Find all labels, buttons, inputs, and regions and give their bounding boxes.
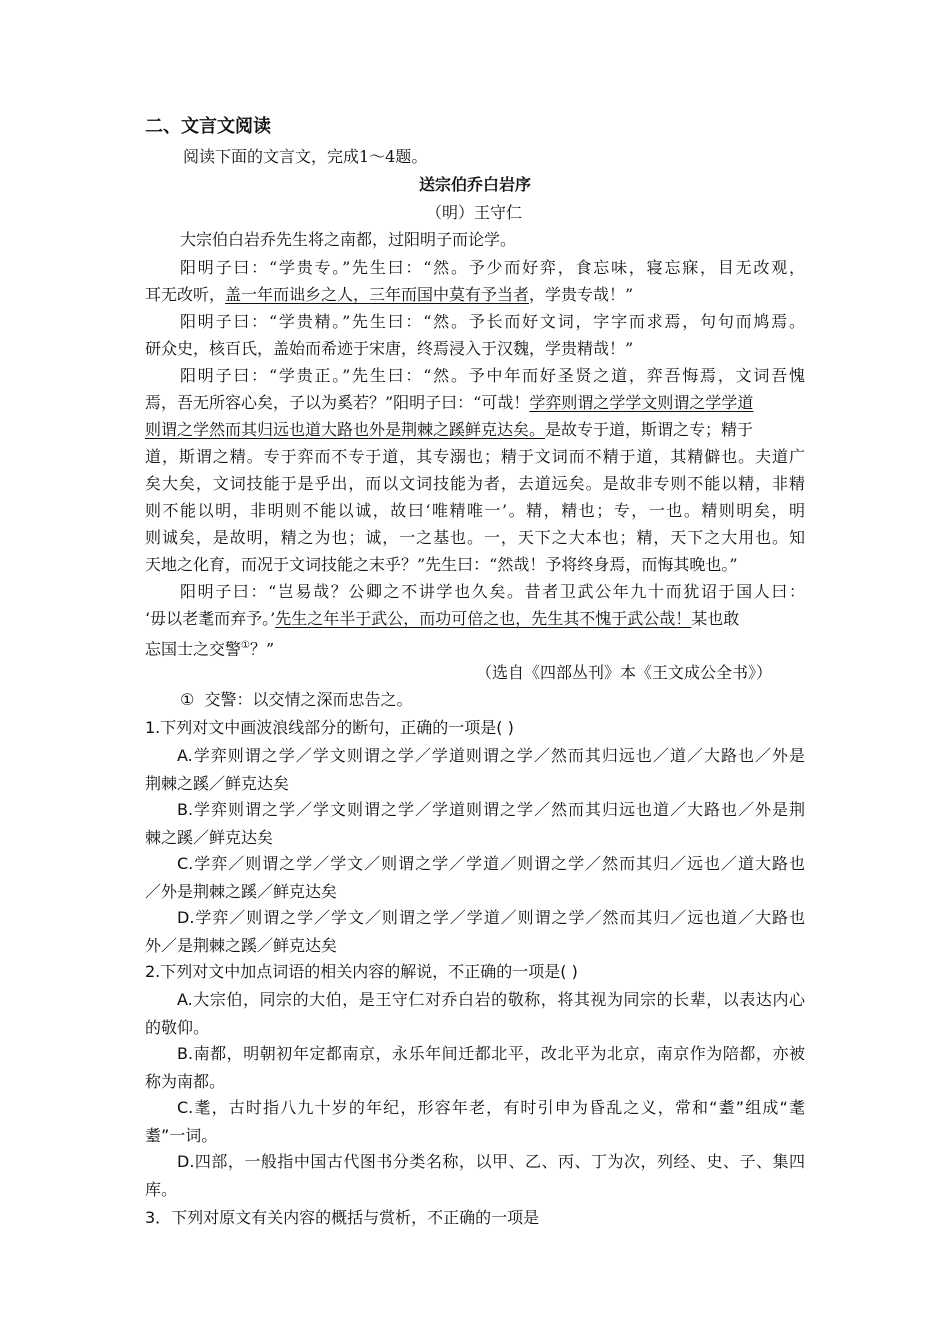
question-stem: 1.下列对文中画波浪线部分的断句，正确的一项是( ) bbox=[145, 718, 514, 737]
option-line: 称为南都。 bbox=[145, 1072, 226, 1091]
passage-line: 阳明子曰：“岂易哉？公卿之不讲学也久矣。昔者卫武公年九十而犹诏于国人曰： bbox=[180, 582, 805, 601]
passage-line: 耳无改听，盖一年而诎乡之人，三年而国中莫有予当者，学贵专哉！” bbox=[145, 285, 634, 304]
passage-title: 送宗伯乔白岩序 bbox=[418, 175, 531, 194]
footnote: ① 交警：以交情之深而忠告之。 bbox=[180, 690, 413, 709]
option-line: 棘之蹊／鲜克达矣 bbox=[145, 828, 274, 847]
passage-line: 则诚矣，是故明，精之为也；诚，一之基也。一，天下之大本也；精，天下之大用也。知 bbox=[145, 528, 805, 547]
option-line: D.四部，一般指中国古代图书分类名称，以甲、乙、丙、丁为次，列经、史、子、集四 bbox=[177, 1152, 805, 1171]
passage-line: 则不能以明，非明则不能以诚，故曰‘唯精唯一’。精，精也；专，一也。精则明矣，明 bbox=[145, 501, 805, 520]
passage-line: 研众史，核百氏，盖始而希迹于宋唐，终焉浸入于汉魏，学贵精哉！” bbox=[145, 339, 634, 358]
option-line: B.学弈则谓之学／学文则谓之学／学道则谓之学／然而其归远也道／大路也／外是荆 bbox=[177, 800, 805, 819]
option-line: C.学弈／则谓之学／学文／则谓之学／学道／则谓之学／然而其归／远也／道大路也 bbox=[177, 854, 805, 873]
underlined-sentence: 先生之年半于武公，而功可倍之也，先生其不愧于武公哉！ bbox=[275, 609, 692, 628]
wavy-underlined-sentence: 则谓之学然而其归远也道大路也外是荆棘之蹊鲜克达矣。 bbox=[145, 420, 546, 439]
section-heading: 二、文言文阅读 bbox=[145, 116, 271, 137]
footnote-marker: ① bbox=[241, 640, 250, 651]
option-line: 的敬仰。 bbox=[145, 1018, 210, 1037]
question-stem: 3．下列对原文有关内容的概括与赏析，不正确的一项是 bbox=[145, 1208, 540, 1227]
passage-author: （明）王守仁 bbox=[426, 203, 523, 222]
option-line: 库。 bbox=[145, 1180, 178, 1199]
passage-line: 阳明子曰：“学贵精。”先生曰：“然。予长而好文词，字字而求焉，句句而鸠焉。 bbox=[180, 312, 805, 331]
passage-line: 阳明子曰：“学贵专。”先生曰：“然。予少而好弈，食忘味，寝忘寐，目无改观， bbox=[180, 258, 805, 277]
option-line: 耋”一词。 bbox=[145, 1126, 218, 1145]
passage-line: 矣大矣，文词技能于是乎出，而以文词技能为者，去道远矣。是故非专则不能以精，非精 bbox=[145, 474, 805, 493]
passage-line: 忘国士之交警①？” bbox=[145, 639, 275, 659]
instruction: 阅读下面的文言文，完成1～4题。 bbox=[183, 147, 428, 166]
option-line: D.学弈／则谓之学／学文／则谓之学／学道／则谓之学／然而其归／远也道／大路也 bbox=[177, 908, 805, 927]
option-line: ／外是荆棘之蹊／鲜克达矣 bbox=[145, 882, 338, 901]
passage-line: ‘毋以老耄而弃予。’先生之年半于武公，而功可倍之也，先生其不愧于武公哉！某也敢 bbox=[145, 609, 740, 628]
passage-source: （选自《四部丛刊》本《王文成公全书》） bbox=[476, 663, 773, 682]
passage-line: 阳明子曰：“学贵正。”先生曰：“然。予中年而好圣贤之道，弈吾悔焉，文词吾愧 bbox=[180, 366, 805, 385]
option-line: 荆棘之蹊／鲜克达矣 bbox=[145, 774, 290, 793]
passage-line: 大宗伯白岩乔先生将之南都，过阳明子而论学。 bbox=[180, 230, 517, 249]
passage-line: 焉，吾无所容心矣，子以为奚若？”阳明子曰：“可哉！学弈则谓之学学文则谓之学学道 bbox=[145, 393, 754, 412]
option-line: A.学弈则谓之学／学文则谓之学／学道则谓之学／然而其归远也／道／大路也／外是 bbox=[177, 746, 805, 765]
wavy-underlined-sentence: 学弈则谓之学学文则谓之学学道 bbox=[529, 393, 754, 412]
passage-line: 则谓之学然而其归远也道大路也外是荆棘之蹊鲜克达矣。是故专于道，斯谓之专；精于 bbox=[145, 420, 754, 439]
option-line: 外／是荆棘之蹊／鲜克达矣 bbox=[145, 936, 338, 955]
passage-line: 道，斯谓之精。专于弈而不专于道，其专溺也；精于文词而不精于道，其精僻也。夫道广 bbox=[145, 447, 805, 466]
option-line: A.大宗伯，同宗的大伯，是王守仁对乔白岩的敬称，将其视为同宗的长辈，以表达内心 bbox=[177, 990, 805, 1009]
option-line: C.耄，古时指八九十岁的年纪，形容年老，有时引申为昏乱之义，常和“耋”组成“耄 bbox=[177, 1098, 805, 1117]
option-line: B.南都，明朝初年定都南京，永乐年间迁都北平，改北平为北京，南京作为陪都，亦被 bbox=[177, 1044, 805, 1063]
passage-line: 天地之化育，而况于文词技能之末乎？”先生曰：“然哉！予将终身焉，而悔其晚也。” bbox=[145, 555, 738, 574]
question-stem: 2.下列对文中加点词语的相关内容的解说，不正确的一项是( ) bbox=[145, 962, 578, 981]
underlined-sentence: 盖一年而诎乡之人，三年而国中莫有予当者 bbox=[225, 285, 530, 304]
